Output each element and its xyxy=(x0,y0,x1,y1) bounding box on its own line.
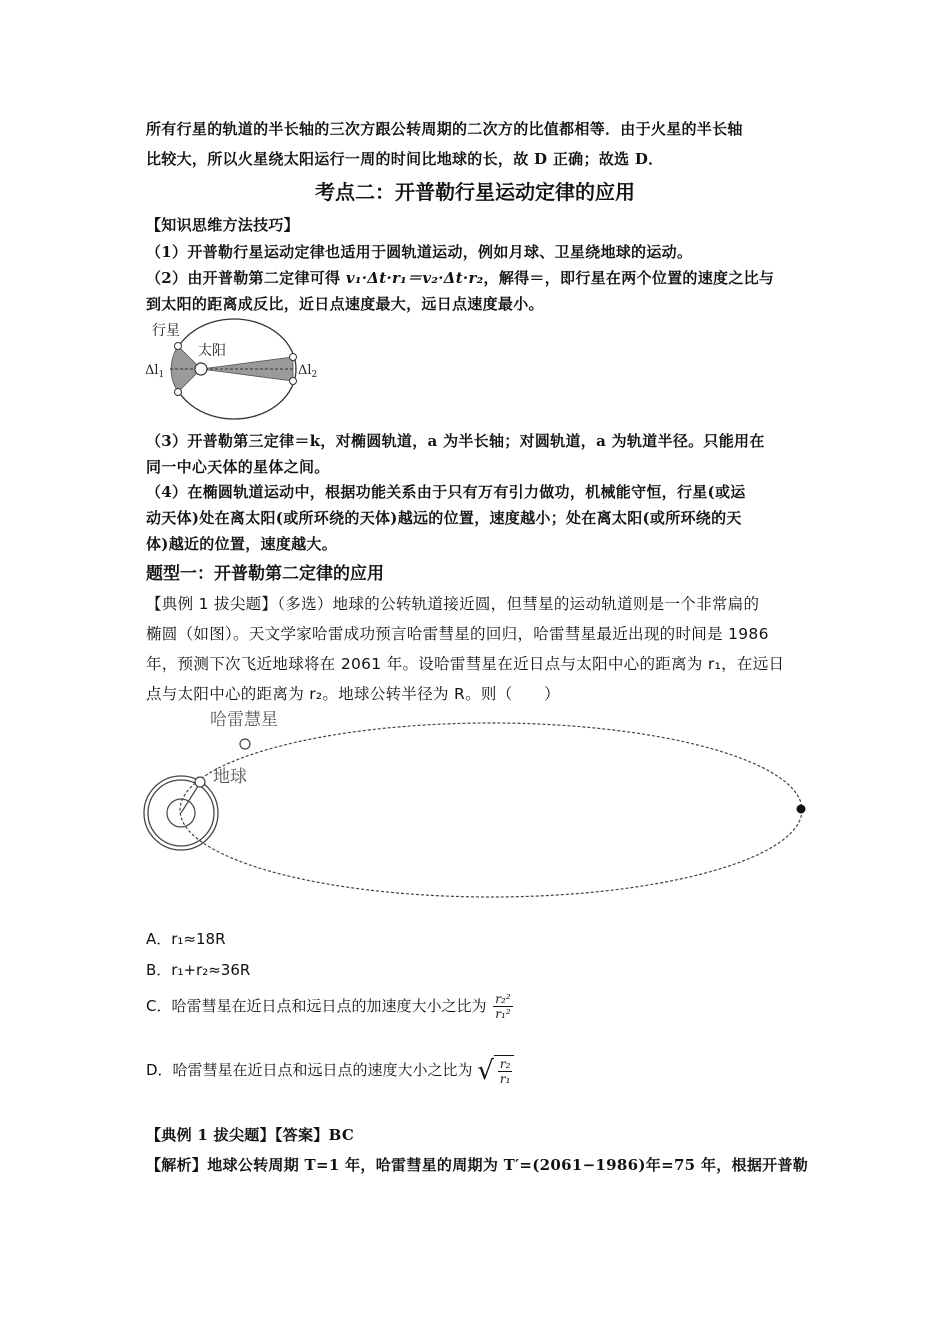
option-d-fraction xyxy=(498,1057,513,1086)
knowledge-point-2a-post: ，解得＝，即行星在两个位置的速度之比与 xyxy=(483,269,775,287)
halley-orbit-diagram xyxy=(138,705,818,915)
knowledge-heading: 【知识思维方法技巧】 xyxy=(146,216,300,234)
knowledge-point-4b: 动天体)处在离太阳(或所环绕的天体)越远的位置，速度越小；处在离太阳(或所环绕的天 xyxy=(146,509,742,527)
analysis-line: 【解析】地球公转周期 T=1 年，哈雷彗星的周期为 T′=(2061−1986)年=75 年，根据开普勒 xyxy=(146,1156,809,1174)
answer-line: 【典例 1 拔尖题】【答案】BC xyxy=(146,1126,355,1144)
knowledge-point-4c: 体)越近的位置，速度越大。 xyxy=(146,535,337,553)
knowledge-point-4a: （4）在椭圆轨道运动中，根据功能关系由于只有万有引力做功，机械能守恒，行星(或运 xyxy=(146,483,746,501)
sun-label: 太阳 xyxy=(198,343,226,359)
example-line-1: 【典例 1 拔尖题】（多选）地球的公转轨道接近圆，但彗星的运动轨道则是一个非常扁的 xyxy=(146,595,760,613)
option-c-numerator: r₂² xyxy=(495,992,511,1006)
knowledge-point-2a-pre: （2）由开普勒第二定律可得 xyxy=(146,269,346,287)
planet-position-4 xyxy=(290,378,297,385)
option-d-numerator: r₂ xyxy=(499,1057,511,1071)
sqrt-sign-icon: √ xyxy=(477,1055,494,1086)
option-d-sqrt xyxy=(477,1055,514,1086)
delta-l2-label: $\Delta l_2$ xyxy=(298,363,318,380)
earth-label: 地球 xyxy=(213,767,247,787)
option-d-denominator: r₁ xyxy=(499,1072,511,1086)
sun-marker xyxy=(195,363,207,375)
comet-marker xyxy=(240,739,250,749)
option-c-denominator: r₁² xyxy=(495,1007,511,1021)
option-c-fraction xyxy=(493,992,512,1021)
comet-label: 哈雷慧星 xyxy=(210,710,278,730)
type1-heading: 题型一：开普勒第二定律的应用 xyxy=(146,564,384,584)
planet-position-1 xyxy=(175,343,182,350)
kepler-second-law-diagram xyxy=(140,315,340,423)
aphelion-marker xyxy=(797,805,806,814)
intro-line-2: 比较大，所以火星绕太阳运行一周的时间比地球的长，故 D 正确；故选 D． xyxy=(146,150,664,168)
planet-position-2 xyxy=(175,389,182,396)
knowledge-point-1: （1）开普勒行星运动定律也适用于圆轨道运动，例如月球、卫星绕地球的运动。 xyxy=(146,243,693,261)
earth-marker xyxy=(195,777,205,787)
example-line-2: 椭圆（如图）。天文学家哈雷成功预言哈雷彗星的回归，哈雷彗星最近出现的时间是 1986 xyxy=(146,625,769,643)
option-d-text: D．哈雷彗星在近日点和远日点的速度大小之比为 xyxy=(146,1061,473,1079)
option-c xyxy=(146,992,513,1021)
option-c-text: C．哈雷彗星在近日点和远日点的加速度大小之比为 xyxy=(146,997,487,1015)
knowledge-point-2b: 到太阳的距离成反比，近日点速度最大，远日点速度最小。 xyxy=(146,295,544,313)
example-line-4: 点与太阳中心的距离为 r₂。地球公转半径为 R。则（ ） xyxy=(146,685,560,703)
option-b: B．r₁+r₂≈36R xyxy=(146,961,251,979)
section-title: 考点二：开普勒行星运动定律的应用 xyxy=(315,180,635,204)
comet-orbit-ellipse xyxy=(180,723,802,897)
knowledge-point-3a: （3）开普勒第三定律＝k，对椭圆轨道，a 为半长轴；对圆轨道，a 为轨道半径。只能用在 xyxy=(146,432,765,450)
option-d xyxy=(146,1055,514,1086)
intro-line-1: 所有行星的轨道的半长轴的三次方跟公转周期的二次方的比值都相等．由于火星的半长轴 xyxy=(146,120,743,138)
knowledge-point-3b: 同一中心天体的星体之间。 xyxy=(146,458,330,476)
planet-position-3 xyxy=(290,354,297,361)
planet-label: 行星 xyxy=(152,323,180,339)
delta-l1-label: $\Delta l_1$ xyxy=(145,363,165,380)
option-a: A．r₁≈18R xyxy=(146,930,226,948)
kepler-second-law-formula: v₁·Δt·r₁＝v₂·Δt·r₂ xyxy=(345,269,484,287)
example-line-3: 年，预测下次飞近地球将在 2061 年。设哈雷彗星在近日点与太阳中心的距离为 r₁，在远日 xyxy=(146,655,785,673)
knowledge-point-2a xyxy=(146,267,774,288)
